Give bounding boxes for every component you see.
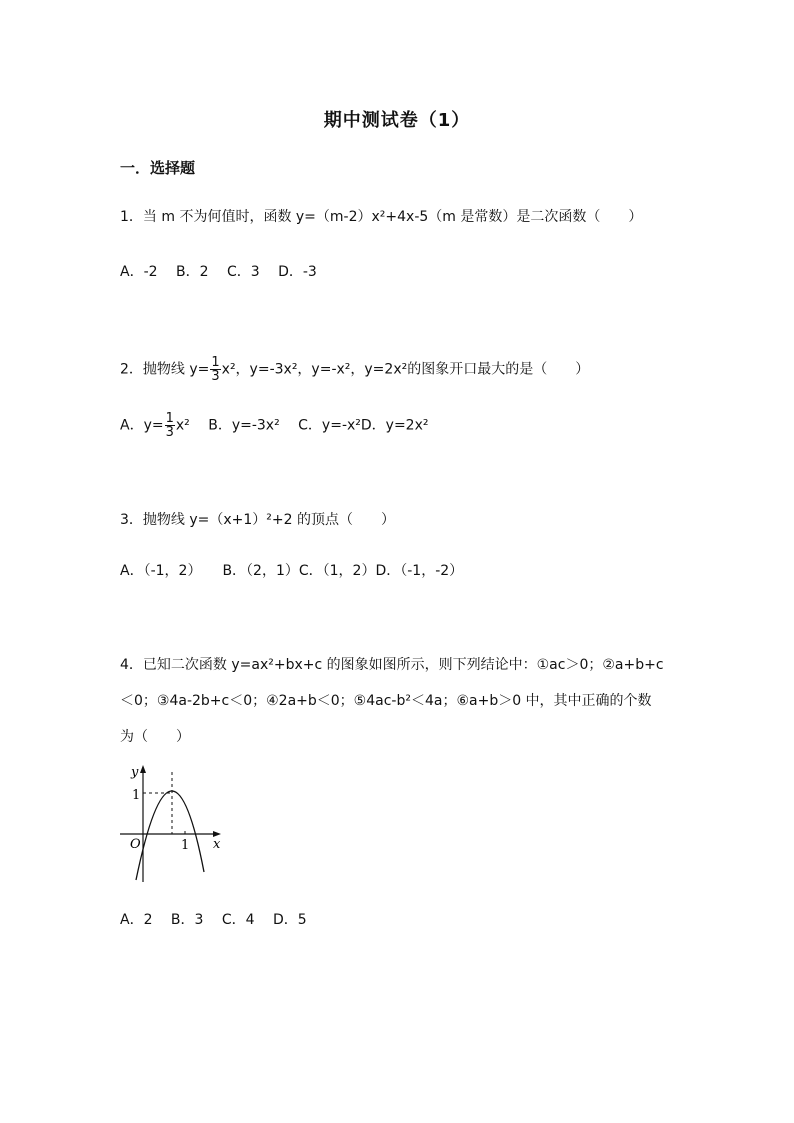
q1-options: A．-2 B．2 C．3 D．-3 [120,264,317,280]
parabola-curve [136,791,204,880]
q2-fraction-num: 1 [211,355,220,370]
q2-fraction [210,356,220,383]
x-axis-label: x [213,837,221,852]
q2-opt-fraction-num: 1 [165,411,174,426]
origin-label: O [130,837,141,852]
q4-parabola-graph [114,762,226,886]
page-title: 期中测试卷（1） [323,110,471,131]
y-axis-arrow [140,765,146,773]
q4-options: A．2 B．3 C．4 D．5 [120,912,307,928]
y-axis-label: y [131,765,139,780]
q3-options: A．（-1，2） B．（2，1）C．（1，2）D．（-1，-2） [120,563,464,579]
q4-line-3: 为（ ） [120,729,190,745]
x-tick-label: 1 [181,838,190,853]
section-heading: 一．选择题 [120,159,196,177]
q2-opt-post: x² B．y=-3x² C．y=-x²D．y=2x² [175,417,429,434]
q2-opt-pre: A．y= [120,417,164,434]
y-tick-label: 1 [132,788,141,803]
q2-opt-fraction-den: 3 [165,425,174,440]
q4-line-1: 4．已知二次函数 y=ax²+bx+c 的图象如图所示，则下列结论中：①ac＞0；②a+b+c [120,657,664,673]
q2-fraction-den: 3 [211,369,220,384]
q2-opt-fraction [165,412,175,439]
q2-stem [120,356,589,383]
q2-stem-pre: 2．抛物线 y= [120,361,210,378]
q4-line-2: ＜0；③4a-2b+c＜0；④2a+b＜0；⑤4ac-b²＜4a；⑥a+b＞0 中，其中正确的个数 [120,693,652,709]
q2-options [120,412,429,439]
q2-stem-post: x²，y=-3x²，y=-x²，y=2x²的图象开口最大的是（ ） [221,361,590,378]
q3-stem: 3．抛物线 y=（x+1）²+2 的顶点（ ） [120,512,395,528]
q1-stem: 1．当 m 不为何值时，函数 y=（m-2）x²+4x-5（m 是常数）是二次函数（ ） [120,209,643,225]
